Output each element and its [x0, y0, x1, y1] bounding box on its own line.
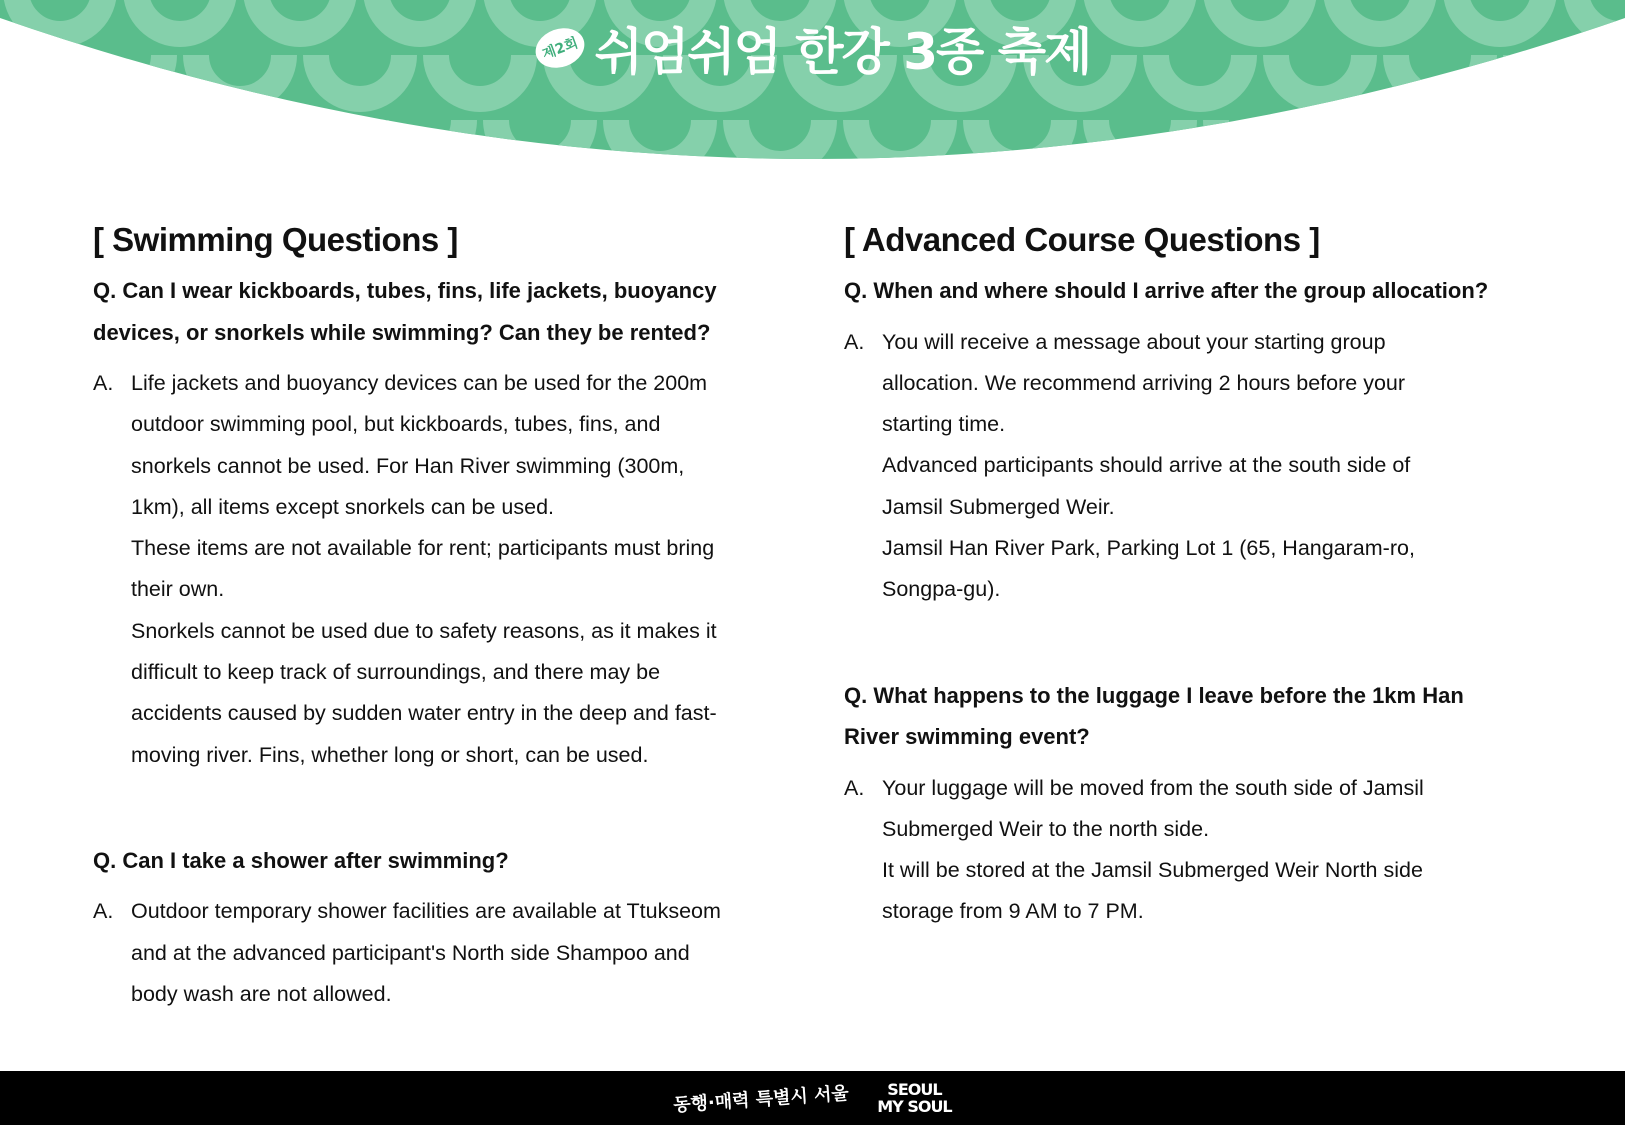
answer-line: difficult to keep track of surroundings, and there may be	[131, 660, 661, 685]
answer-line: allocation. We recommend arriving 2 hours before your	[882, 370, 1406, 395]
seoul-slogan-logo: 동행·매력 특별시 서울	[672, 1082, 850, 1117]
wave-pattern-arc	[16, 120, 104, 164]
wave-pattern-arc	[1576, 120, 1625, 164]
advanced-course-questions-section	[844, 218, 1544, 933]
question-line: Q. What happens to the luggage I leave before the 1km Han	[844, 682, 1464, 708]
answer-line: Your luggage will be moved from the south side of Jamsil	[882, 775, 1424, 800]
question-line: Q. Can I wear kickboards, tubes, fins, life jackets, buoyancy	[93, 278, 717, 303]
question	[93, 840, 793, 882]
logo-line: MY SOUL	[877, 1097, 952, 1116]
header-banner	[0, 0, 1625, 170]
answer-line: moving river. Fins, whether long or short, can be used.	[131, 742, 649, 767]
seoul-my-soul-logo	[877, 1081, 951, 1115]
answer-line: 1km), all items except snorkels can be used.	[131, 494, 555, 519]
answer-marker: A.	[93, 371, 114, 395]
wave-pattern-arc	[1336, 120, 1424, 164]
answer-line: Jamsil Submerged Weir.	[882, 494, 1115, 519]
answer-line: outdoor swimming pool, but kickboards, tubes, fins, and	[131, 412, 661, 437]
edition-badge: 제2회	[530, 22, 590, 75]
answer-line: accidents caused by sudden water entry in the deep and fast-	[131, 701, 717, 726]
answer-line: It will be stored at the Jamsil Submerged Weir North side	[882, 858, 1423, 883]
answer-line: Snorkels cannot be used due to safety reasons, as it makes it	[131, 618, 717, 643]
answer	[844, 768, 1544, 933]
qa-item	[93, 840, 793, 1015]
wave-pattern-arc	[376, 120, 464, 164]
answer-line: Submerged Weir to the north side.	[882, 816, 1210, 841]
question	[844, 270, 1544, 312]
swimming-questions-section	[93, 218, 793, 1015]
section-heading: [ Advanced Course Questions ]	[844, 221, 1320, 258]
qa-item	[844, 675, 1544, 933]
footer-bar	[0, 1071, 1625, 1125]
question	[93, 270, 793, 353]
qa-item	[93, 270, 793, 776]
answer-line: Outdoor temporary shower facilities are available at Ttukseom	[131, 899, 721, 924]
wave-pattern-arc	[136, 120, 224, 164]
answer-line: storage from 9 AM to 7 PM.	[882, 899, 1144, 924]
festival-title: 쉬엄쉬엄 한강 3종 축제	[594, 23, 1091, 81]
wave-pattern-arc	[1216, 120, 1304, 164]
logo-line: SEOUL	[887, 1080, 942, 1099]
section-heading: [ Swimming Questions ]	[93, 221, 458, 258]
answer-marker: A.	[844, 775, 865, 800]
answer-line: snorkels cannot be used. For Han River swimming (300m,	[131, 453, 685, 478]
answer-line: You will receive a message about your starting group	[882, 329, 1386, 354]
wave-pattern-arc	[1456, 120, 1544, 164]
answer-line: Songpa-gu).	[882, 577, 1001, 602]
question-line: Q. When and where should I arrive after the group allocation?	[844, 278, 1489, 303]
question-line: River swimming event?	[844, 724, 1090, 750]
question-line: devices, or snorkels while swimming? Can they be rented?	[93, 319, 711, 345]
answer	[93, 363, 793, 776]
qa-item	[844, 270, 1544, 611]
question	[844, 675, 1544, 758]
answer-marker: A.	[844, 329, 865, 354]
answer-line: Life jackets and buoyancy devices can be used for the 200m	[131, 371, 708, 395]
question-line: Q. Can I take a shower after swimming?	[93, 847, 509, 873]
answer-line: Jamsil Han River Park, Parking Lot 1 (65, Hangaram-ro,	[882, 535, 1415, 560]
answer-line: body wash are not allowed.	[131, 982, 392, 1007]
answer-line: Advanced participants should arrive at the south side of	[882, 453, 1411, 478]
answer-line: and at the advanced participant's North side Shampoo and	[131, 940, 690, 965]
answer-line: These items are not available for rent; participants must bring	[131, 536, 715, 561]
wave-pattern-arc	[256, 120, 344, 164]
answer-line: their own.	[131, 577, 225, 602]
answer	[844, 322, 1544, 611]
answer-line: starting time.	[882, 412, 1006, 437]
answer-marker: A.	[93, 899, 114, 924]
answer	[93, 891, 793, 1015]
